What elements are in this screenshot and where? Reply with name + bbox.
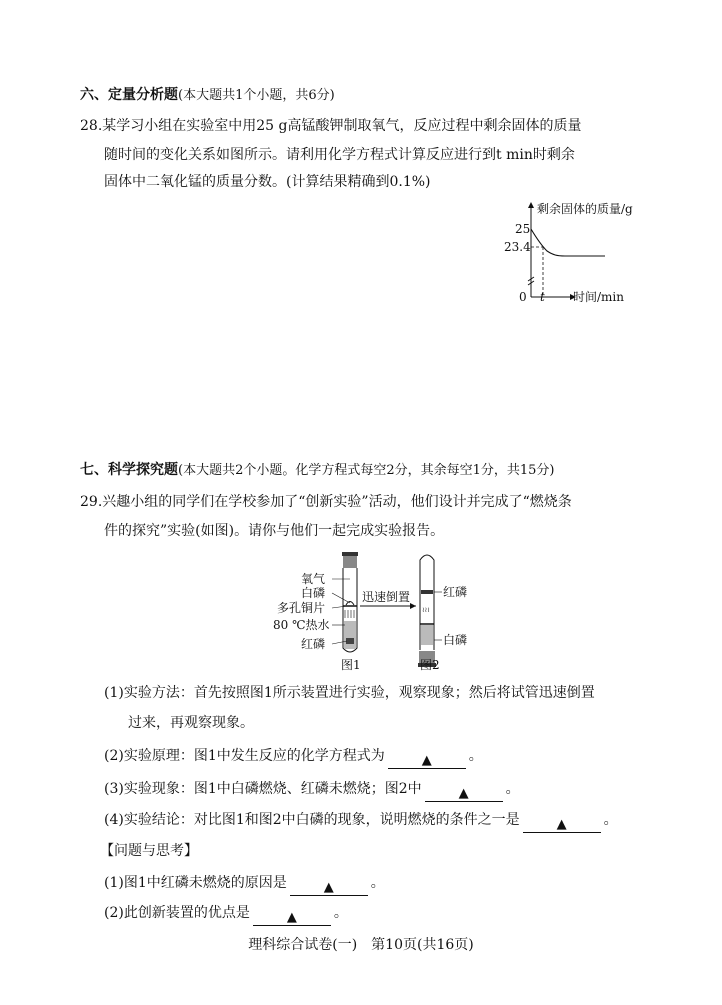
origin-label: 0 [519, 290, 527, 304]
section-7-title: 七、科学探究题 [80, 462, 178, 478]
item-2-text: (2)实验原理：图1中发生反应的化学方程式为 [104, 748, 385, 764]
blank-mark-2: ▲ [421, 753, 432, 768]
y-tick-23-4: 23.4 [504, 240, 531, 254]
answer-blank-4[interactable] [523, 814, 601, 833]
x-axis-label: 时间/min [573, 290, 624, 304]
item-3-end: 。 [505, 781, 520, 797]
svg-text:≀≀≀: ≀≀≀ [422, 606, 430, 614]
y-axis-label: 剩余固体的质量/g [537, 202, 633, 216]
label-fig1: 图1 [341, 658, 361, 672]
q28-line-2: 随时间的变化关系如图所示。请利用化学方程式计算反应进行到t min时剩余 [104, 147, 575, 163]
blank-mark-t1: ▲ [323, 880, 334, 895]
label-oxygen: 氧气 [301, 572, 326, 586]
section-7-heading [80, 460, 555, 481]
page-footer: 理科综合试卷(一) 第10页(共16页) [248, 937, 474, 953]
x-tick-t: t [540, 290, 545, 304]
item-4-text: (4)实验结论：对比图1和图2中白磷的现象，说明燃烧的条件之一是 [104, 812, 520, 828]
label-white-phosphorus: 白磷 [301, 586, 326, 600]
tube-2 [418, 555, 442, 667]
tube-1 [332, 552, 358, 652]
blank-mark-4: ▲ [556, 817, 567, 832]
label-red-phosphorus-2: 红磷 [443, 585, 468, 599]
think-1-end: 。 [370, 875, 385, 891]
blank-mark-3: ▲ [458, 786, 469, 801]
think-1 [104, 873, 385, 896]
answer-blank-t2[interactable] [253, 907, 331, 926]
item-4-end: 。 [603, 812, 618, 828]
label-invert: 迅速倒置 [362, 590, 411, 604]
label-hot-water: 80 ℃热水 [273, 618, 330, 632]
think-2 [104, 903, 348, 926]
item-3-text: (3)实验现象：图1中白磷燃烧、红磷未燃烧；图2中 [104, 781, 422, 797]
item-1-line-2: 过来，再观察现象。 [128, 715, 254, 731]
think-1-text: (1)图1中红磷未燃烧的原因是 [104, 875, 287, 891]
think-2-end: 。 [333, 905, 348, 921]
answer-blank-3[interactable] [425, 783, 503, 802]
item-2 [104, 746, 483, 769]
label-red-phosphorus: 红磷 [301, 637, 326, 651]
think-heading: 【问题与思考】 [100, 843, 198, 859]
label-fig2: 图2 [420, 658, 440, 672]
section-7-note: (本大题共2个小题。化学方程式每空2分，其余每空1分，共15分) [178, 463, 555, 478]
mass-curve [531, 229, 605, 256]
experiment-figure [270, 548, 490, 673]
answer-blank-t1[interactable] [290, 877, 368, 896]
item-3 [104, 779, 520, 802]
section-6-note: (本大题共1个小题，共6分) [178, 88, 335, 103]
answer-blank-2[interactable] [388, 750, 466, 769]
mass-time-graph [495, 195, 655, 310]
section-6-title: 六、定量分析题 [80, 87, 178, 103]
think-2-text: (2)此创新装置的优点是 [104, 905, 250, 921]
blank-mark-t2: ▲ [286, 910, 297, 925]
q29-line-1: 29.兴趣小组的同学们在学校参加了“创新实验”活动，他们设计并完成了“燃烧条 [80, 494, 572, 510]
q28-line-3: 固体中二氧化锰的质量分数。(计算结果精确到0.1%) [104, 174, 431, 190]
label-white-phosphorus-2: 白磷 [443, 633, 468, 647]
label-copper-sheet: 多孔铜片 [277, 601, 326, 615]
item-2-end: 。 [468, 748, 483, 764]
item-4 [104, 810, 618, 833]
section-6-heading [80, 85, 335, 106]
q29-line-2: 件的探究”实验(如图)。请你与他们一起完成实验报告。 [104, 523, 445, 539]
y-tick-25: 25 [515, 222, 531, 236]
q28-line-1: 28.某学习小组在实验室中用25 g高锰酸钾制取氧气，反应过程中剩余固体的质量 [80, 118, 582, 134]
item-1-line-1: (1)实验方法：首先按照图1所示装置进行实验，观察现象；然后将试管迅速倒置 [104, 685, 595, 701]
